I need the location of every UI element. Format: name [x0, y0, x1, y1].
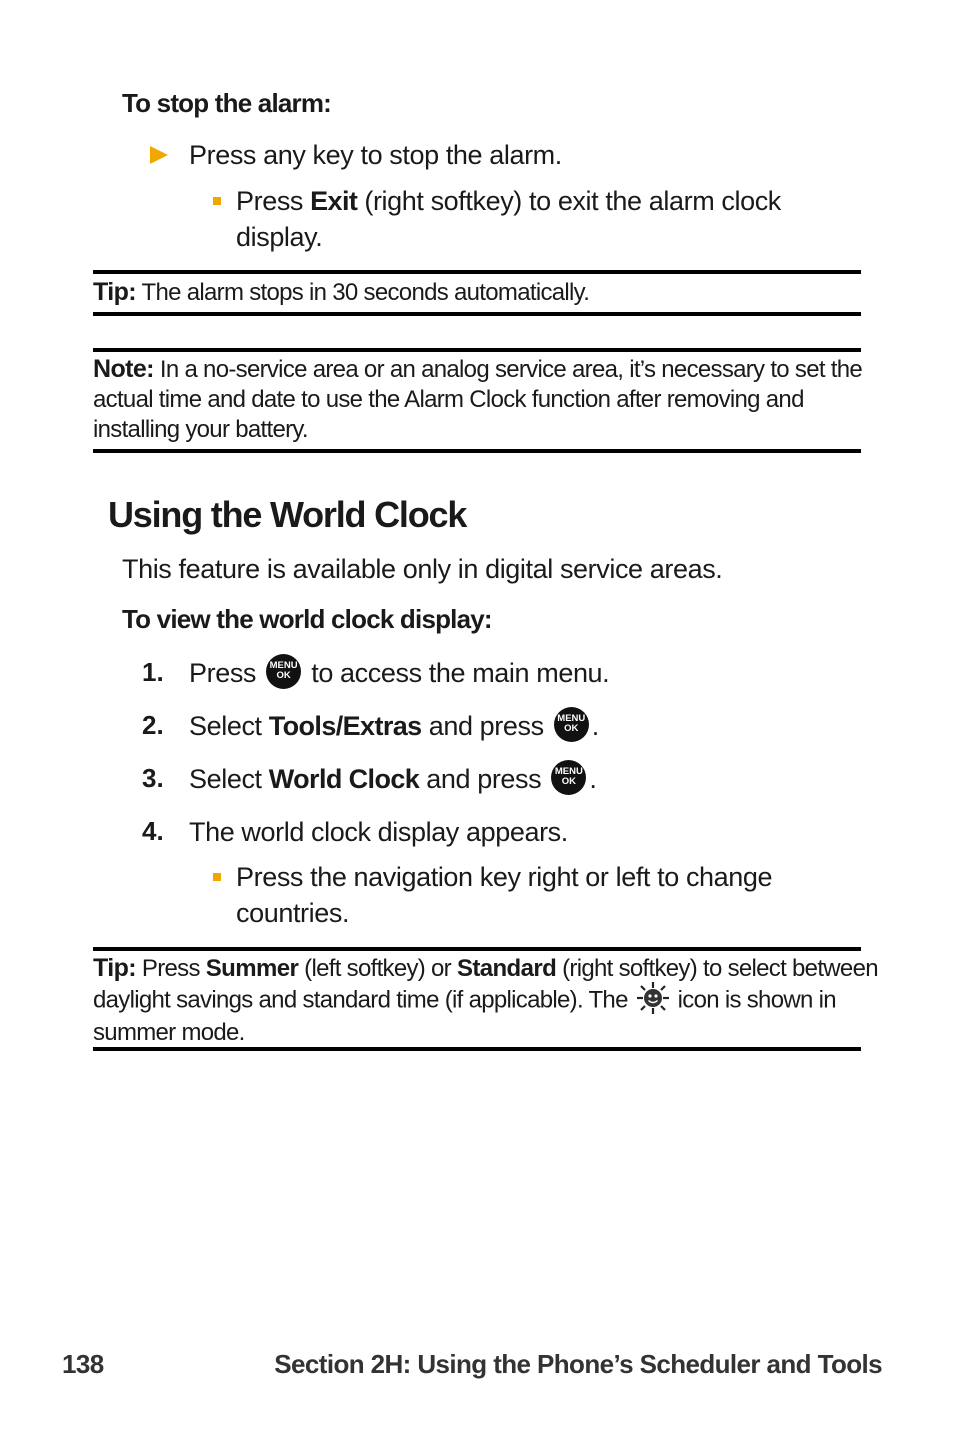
- step-2: [189, 708, 599, 745]
- tip2-rule-top: [93, 947, 861, 951]
- summer-softkey-label: Summer: [205, 955, 299, 982]
- tip2-rule-bottom: [93, 1047, 861, 1051]
- ok-icon-label: OK: [276, 670, 291, 682]
- tip-text: icon is shown in: [671, 986, 836, 1014]
- tip-text: (right softkey) to select between: [556, 955, 878, 982]
- tip-text: daylight savings and standard time (if applicable). The: [93, 986, 634, 1014]
- substep-text: countries.: [236, 898, 350, 928]
- step-number: 4.: [142, 816, 164, 846]
- page-number: 138: [62, 1349, 104, 1379]
- step-text: Press: [189, 658, 264, 688]
- menu-icon-label: MENU: [269, 660, 298, 672]
- note-rule-top: [93, 348, 861, 352]
- tip-label: Tip:: [93, 278, 136, 306]
- tip-rule-bottom: [93, 312, 861, 316]
- substep-text: display.: [236, 222, 323, 252]
- menu-icon-label: MENU: [557, 713, 586, 725]
- note-text: actual time and date to use the Alarm Clock function after removing and: [93, 386, 804, 413]
- menu-ok-icon: [554, 707, 589, 742]
- ok-icon-label: OK: [564, 723, 579, 735]
- note-block: [93, 354, 862, 445]
- world-clock-subheading: To view the world clock display:: [122, 604, 492, 634]
- step-3: [189, 761, 596, 798]
- section-intro: This feature is available only in digital service areas.: [122, 554, 723, 584]
- world-clock-label: World Clock: [268, 764, 420, 794]
- arrow-bullet-icon: [150, 146, 168, 164]
- step-number: 2.: [142, 710, 164, 740]
- step-text: .: [591, 711, 599, 741]
- tip-text: Press: [135, 955, 206, 982]
- step-number: 3.: [142, 763, 164, 793]
- stop-alarm-heading: To stop the alarm:: [122, 88, 332, 118]
- tip-summer-standard: [93, 953, 878, 1048]
- step-text: and press: [421, 711, 551, 741]
- tip-rule-top: [93, 270, 861, 274]
- step-text: .: [589, 764, 597, 794]
- sun-icon: [636, 981, 670, 1015]
- menu-icon-label: MENU: [554, 766, 583, 778]
- tools-extras-label: Tools/Extras: [268, 711, 422, 741]
- note-label: Note:: [93, 355, 154, 383]
- step-text: to access the main menu.: [304, 658, 610, 688]
- note-text: installing your battery.: [93, 416, 308, 443]
- substep-text: Press: [236, 186, 311, 216]
- step-text: Select: [189, 764, 269, 794]
- step-1: [189, 655, 609, 692]
- step-4-substep: [236, 859, 772, 931]
- step-number: 1.: [142, 657, 164, 687]
- square-bullet-icon: [213, 873, 221, 881]
- tip-text: summer mode.: [93, 1019, 245, 1046]
- step-text: Select: [189, 711, 269, 741]
- step-text: and press: [419, 764, 549, 794]
- note-rule-bottom: [93, 449, 861, 453]
- standard-softkey-label: Standard: [456, 955, 557, 982]
- tip-text: (left softkey) or: [298, 955, 457, 982]
- note-text: In a no-service area or an analog service area, it’s necessary to set the: [153, 356, 863, 383]
- section-title: Using the World Clock: [108, 494, 467, 535]
- substep-text: (right softkey) to exit the alarm clock: [357, 186, 781, 216]
- tip-alarm-stops: [93, 277, 589, 308]
- menu-ok-icon: [551, 760, 586, 795]
- tip-text: The alarm stops in 30 seconds automatically.: [135, 279, 590, 306]
- ok-icon-label: OK: [561, 776, 576, 788]
- square-bullet-icon: [213, 197, 221, 205]
- stop-alarm-substep: [236, 183, 781, 255]
- substep-text: Press the navigation key right or left to change: [236, 862, 773, 892]
- exit-softkey-label: Exit: [310, 186, 358, 216]
- section-footer-title: Section 2H: Using the Phone’s Scheduler and Tools: [274, 1349, 882, 1379]
- menu-ok-icon: [266, 654, 301, 689]
- step-4: The world clock display appears.: [189, 817, 568, 847]
- stop-alarm-step: Press any key to stop the alarm.: [189, 140, 562, 170]
- tip-label: Tip:: [93, 954, 136, 982]
